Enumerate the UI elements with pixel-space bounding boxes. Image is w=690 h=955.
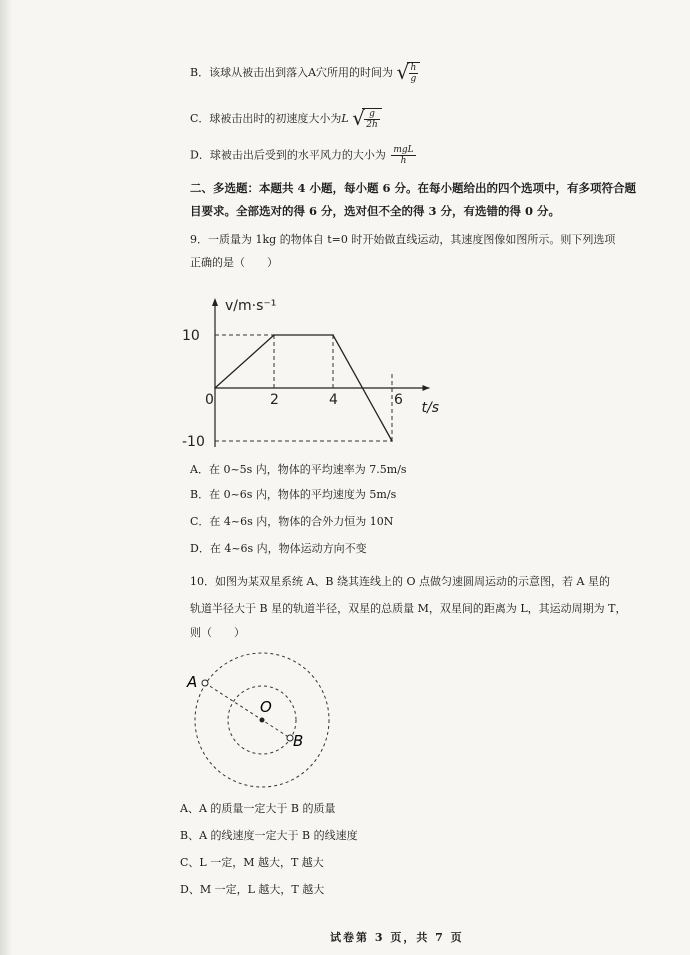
page-edge-shadow <box>0 0 12 955</box>
q9-option-d: D．在 4~6s 内，物体运动方向不变 <box>190 542 367 555</box>
y-tick-label: -10 <box>182 434 205 450</box>
x-axis-arrow <box>423 385 430 391</box>
label-o: O <box>260 698 272 716</box>
section-header-line2: 目要求。全部选对的得 6 分，选对但不全的得 3 分，有选错的得 0 分。 <box>190 204 561 218</box>
frac-den: h <box>400 156 407 166</box>
label-b: B <box>293 732 304 750</box>
q9-option-a: A．在 0~5s 内，物体的平均速率为 7.5m/s <box>190 463 407 476</box>
option-b-prev <box>190 62 420 84</box>
option-d-prev-text: D．球被击出后受到的水平风力的大小为 <box>190 148 386 162</box>
y-axis-label: v/m·s⁻¹ <box>225 298 277 314</box>
center-o-dot <box>260 718 265 723</box>
y-tick-label: 10 <box>182 328 200 344</box>
line-a-b <box>205 683 290 738</box>
option-c-prev-text: C．球被击出时的初速度大小为 <box>190 112 342 125</box>
frac-num: mgL <box>393 145 414 155</box>
x-tick-label: 6 <box>394 392 403 408</box>
data-point <box>273 334 275 336</box>
option-d-prev <box>190 145 418 166</box>
option-c-L: L <box>341 112 349 125</box>
label-a: A <box>187 673 198 691</box>
frac-den: 2h <box>366 120 378 130</box>
binary-star-diagram <box>180 645 350 795</box>
option-c-prev <box>190 108 382 130</box>
star-a <box>202 680 208 686</box>
q10-stem-line1: 10．如图为某双星系统 A、B 绕其连线上的 O 点做匀速圆周运动的示意图，若 A 星的 <box>190 575 610 588</box>
data-point <box>214 387 216 389</box>
data-point <box>391 440 393 442</box>
q10-option-c: C、L 一定，M 越大，T 越大 <box>180 856 324 869</box>
q10-option-b: B、A 的线速度一定大于 B 的线速度 <box>180 829 358 842</box>
option-b-prev-text: B．该球从被击出到落入A穴所用的时间为 <box>190 66 394 79</box>
x-axis-label: t/s <box>421 400 439 416</box>
q9-option-c: C．在 4~6s 内，物体的合外力恒为 10N <box>190 515 394 528</box>
x-tick-label: 0 <box>205 392 214 408</box>
data-point <box>332 334 334 336</box>
section-header-line1: 二、多选题：本题共 4 小题，每小题 6 分。在每小题给出的四个选项中，有多项符合题 <box>190 181 637 195</box>
q9-stem-line2: 正确的是（ ） <box>190 256 278 269</box>
velocity-time-chart <box>180 280 450 455</box>
q9-stem-line1: 9．一质量为 1kg 的物体自 t=0 时开始做直线运动，其速度图像如图所示。则下列选项 <box>190 233 616 246</box>
x-tick-label: 4 <box>329 392 338 408</box>
frac-mgL-over-h <box>391 145 415 166</box>
frac-num: h <box>410 63 417 73</box>
sqrt-g-over-2h: √ $\frac{g}{2h}$ <box>352 108 382 130</box>
q9-option-b: B．在 0~6s 内，物体的平均速度为 5m/s <box>190 488 397 501</box>
page-footer: 试卷第 3 页，共 7 页 <box>330 931 464 944</box>
q10-stem-line2: 轨道半径大于 B 星的轨道半径，双星的总质量 M，双星间的距离为 L，其运动周期为 T， <box>190 602 627 615</box>
sqrt-h-over-g: √ $\frac{h}{g}$ <box>397 62 421 84</box>
frac-den: g <box>410 74 417 84</box>
x-tick-label: 2 <box>270 392 279 408</box>
q10-option-d: D、M 一定，L 越大，T 越大 <box>180 883 325 896</box>
y-axis-arrow <box>212 298 218 306</box>
q10-option-a: A、A 的质量一定大于 B 的质量 <box>180 802 336 815</box>
frac-num: g <box>364 109 380 120</box>
q10-stem-line3: 则（ ） <box>190 626 245 639</box>
